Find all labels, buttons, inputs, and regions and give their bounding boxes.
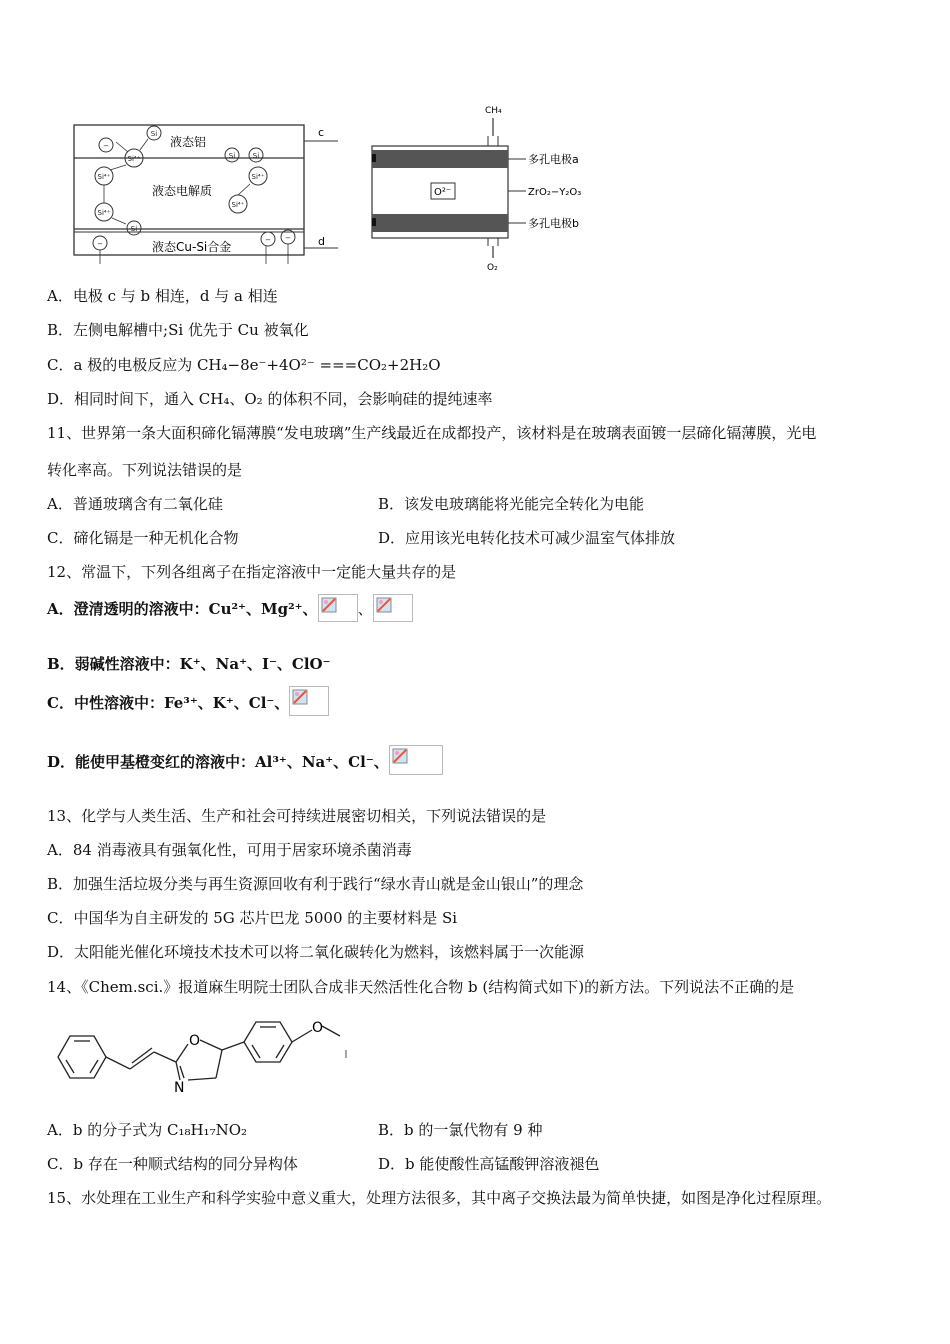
cu-si-alloy-label: 液态Cu-Si合金 [152, 240, 232, 254]
q12-stem: 12、常温下，下列各组离子在指定溶液中一定能大量共存的是 [47, 563, 457, 581]
q10-option-a: A．电极 c 与 b 相连，d 与 a 相连 [47, 287, 278, 305]
electrode-a-label: 多孔电极a [528, 153, 579, 166]
separator: 、 [357, 600, 373, 618]
si-ion-icon: Si⁴⁺ [97, 209, 111, 217]
q11-option-c: C．碲化镉是一种无机化合物 [47, 529, 239, 547]
q14-option-b: B．b 的一氯代物有 9 种 [378, 1121, 543, 1139]
si-atom-icon: Si [228, 152, 236, 160]
broken-image-icon [389, 745, 443, 775]
compound-b-structure [50, 1010, 350, 1102]
q12-option-c: C．中性溶液中：Fe³⁺、K⁺、Cl⁻、 [47, 694, 290, 712]
q11-option-b: B．该发电玻璃能将光能完全转化为电能 [378, 495, 645, 513]
electrode-d-label: d [318, 235, 325, 248]
q12-option-c-row [47, 686, 329, 716]
liquid-al-label: 液态铝 [170, 135, 207, 149]
broken-image-icon [289, 686, 329, 716]
broken-image-icon [373, 594, 413, 622]
fuel-cell-diagram [360, 100, 610, 272]
q14-option-d: D．b 能使酸性高锰酸钾溶液褪色 [378, 1155, 600, 1173]
q11-stem-line2: 转化率高。下列说法错误的是 [47, 461, 243, 479]
electrolyte-label: 液态电解质 [152, 184, 213, 198]
ring-oxygen-atom: O [189, 1033, 201, 1049]
electron-icon: − [265, 236, 271, 244]
q13-option-d: D．太阳能光催化环境技术技术可以将二氧化碳转化为燃料，该燃料属于一次能源 [47, 943, 585, 961]
broken-image-icon [318, 594, 358, 622]
electrolyte-label: ZrO₂−Y₂O₃ [528, 187, 582, 198]
q11-stem-line1: 11、世界第一条大面积碲化镉薄膜“发电玻璃”生产线最近在成都投产，该材料是在玻璃表面镀一层碲化镉薄膜，光电 [47, 424, 817, 442]
q13-option-c: C．中国华为自主研发的 5G 芯片巴龙 5000 的主要材料是 Si [47, 909, 458, 927]
q14-option-a: A．b 的分子式为 C₁₈H₁₇NO₂ [47, 1121, 248, 1139]
si-ion-icon: Si⁴⁺ [127, 155, 141, 163]
o2-inlet-label: O₂ [487, 263, 498, 272]
si-atom-icon: Si [150, 130, 158, 138]
q10-option-d: D．相同时间下，通入 CH₄、O₂ 的体积不同，会影响硅的提纯速率 [47, 390, 493, 408]
q10-option-c: C．a 极的电极反应为 CH₄−8e⁻+4O²⁻ ===CO₂+2H₂O [47, 356, 441, 374]
q12-option-d: D．能使甲基橙变红的溶液中：Al³⁺、Na⁺、Cl⁻、 [47, 753, 389, 771]
q15-stem: 15、水处理在工业生产和科学实验中意义重大，处理方法很多，其中离子交换法最为简单快捷，如图是净化过程原理。 [47, 1189, 832, 1207]
oxide-ion-label: O²⁻ [434, 187, 452, 198]
q11-option-a: A．普通玻璃含有二氧化硅 [47, 495, 223, 513]
nitrogen-atom: N [174, 1080, 185, 1096]
electron-icon: − [103, 142, 109, 150]
q12-option-a: A．澄清透明的溶液中：Cu²⁺、Mg²⁺、 [47, 600, 318, 618]
q13-stem: 13、化学与人类生活、生产和社会可持续进展密切相关，下列说法错误的是 [47, 807, 547, 825]
electrode-c-label: c [318, 126, 325, 139]
si-atom-icon: Si [252, 152, 260, 160]
q13-option-a: A．84 消毒液具有强氧化性，可用于居家环境杀菌消毒 [47, 841, 412, 859]
q14-stem: 14、《Chem.sci.》报道麻生明院士团队合成非天然活性化合物 b (结构简式如下)的新方法。下列说法不正确的是 [47, 978, 795, 996]
q12-option-b: B．弱碱性溶液中：K⁺、Na⁺、I⁻、ClO⁻ [47, 655, 331, 673]
si-ion-icon: Si⁴⁺ [251, 173, 265, 181]
q11-option-d: D．应用该光电转化技术可减少温室气体排放 [378, 529, 676, 547]
electron-icon: − [285, 234, 291, 242]
q13-option-b: B．加强生活垃圾分类与再生资源回收有利于践行“绿水青山就是金山银山”的理念 [47, 875, 584, 893]
electron-icon: − [97, 240, 103, 248]
methoxy-oxygen-atom: O [312, 1020, 324, 1036]
si-ion-icon: Si⁴⁺ [97, 173, 111, 181]
si-ion-icon: Si⁴⁺ [231, 201, 245, 209]
q10-option-b: B．左侧电解槽中;Si 优先于 Cu 被氧化 [47, 321, 309, 339]
electrode-b-label: 多孔电极b [528, 217, 579, 230]
ch4-inlet-label: CH₄ [485, 106, 502, 116]
electrolysis-cell-diagram [66, 118, 346, 273]
q14-option-c: C．b 存在一种顺式结构的同分异构体 [47, 1155, 298, 1173]
si-atom-icon: Si [130, 225, 138, 233]
q12-option-d-row [47, 745, 443, 775]
q12-option-a-row [47, 594, 413, 622]
